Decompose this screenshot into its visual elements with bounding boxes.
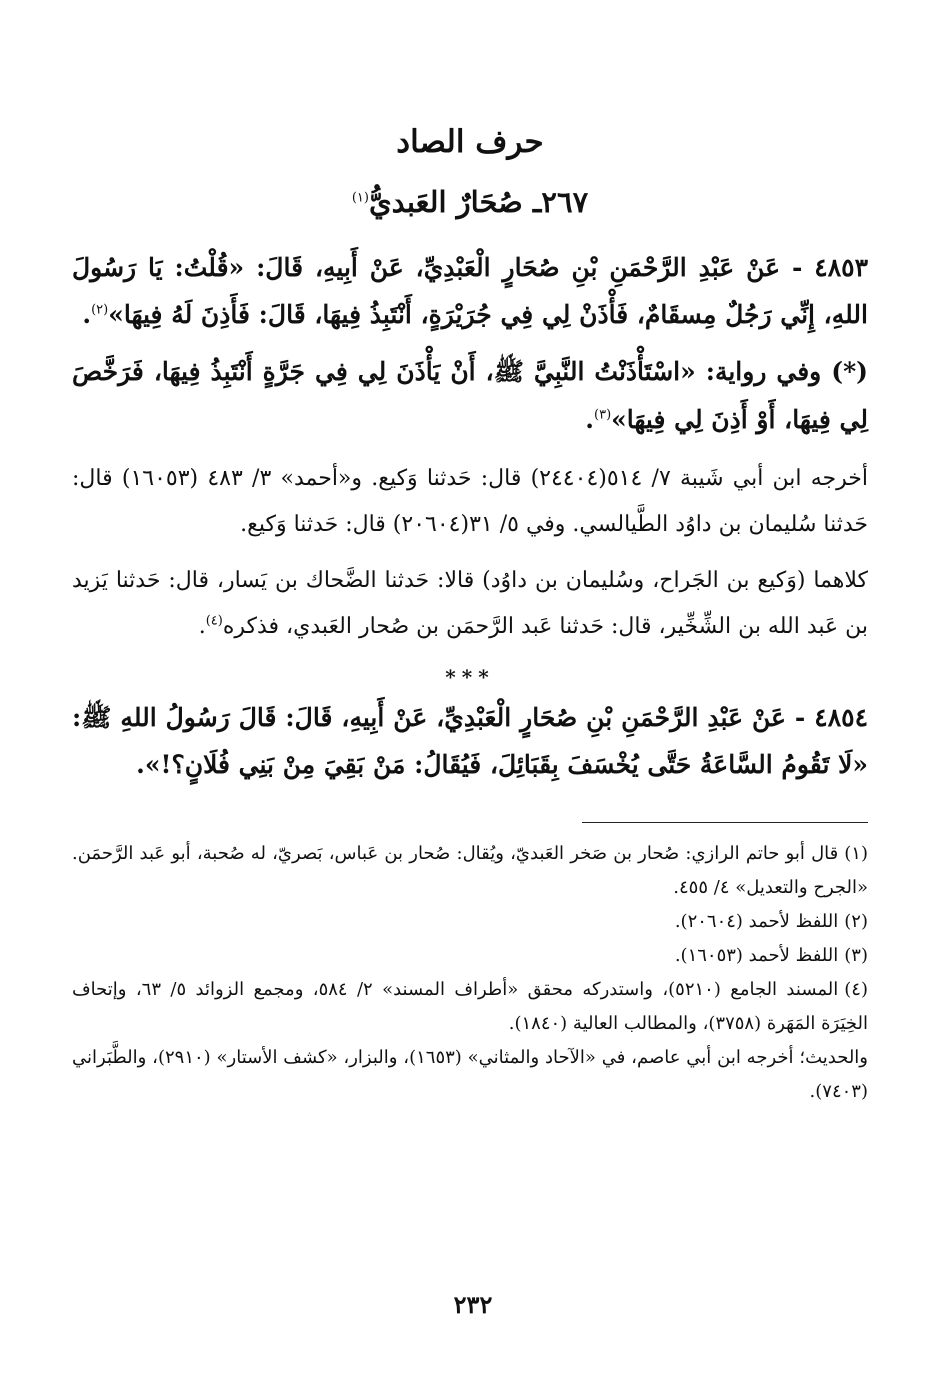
- takhrij-2-note-ref: (٤): [205, 613, 223, 629]
- riwaya-note-ref: (٣): [594, 407, 612, 423]
- footnote-number: (٣): [844, 945, 868, 966]
- footnote-number: (٤): [844, 979, 868, 1000]
- hadith-4853-note-ref: (٢): [91, 302, 109, 318]
- hadith-4853-text: ٤٨٥٣ - عَنْ عَبْدِ الرَّحْمَنِ بْنِ صُحَارٍ الْعَبْدِيِّ، عَنْ أَبِيهِ، قَالَ: «قُلْتُ: يَا رَسُولَ اللهِ، إِنِّي رَجُلٌ مِسقَامٌ، فَأْذَنْ لِي فِي جُرَيْرَةٍ، أَنْتَبِذُ فِيهَا، قَالَ: فَأَذِنَ لَهُ فِيهَا»: [72, 253, 868, 329]
- entry-note-ref: (١): [351, 190, 369, 206]
- footnote-text: اللفظ لأحمد (٢٠٦٠٤).: [674, 911, 839, 932]
- hadith-4854: ٤٨٥٤ - عَنْ عَبْدِ الرَّحْمَنِ بْنِ صُحَارٍ الْعَبْدِيِّ، عَنْ أَبِيهِ، قَالَ: قَالَ رَسُولُ اللهِ ﷺ: «لَا تَقُومُ السَّاعَةُ حَتَّى يُخْسَفَ بِقَبَائِلَ، فَيُقَالُ: مَنْ بَقِيَ مِنْ بَنِي فُلَانٍ؟!».: [72, 703, 868, 779]
- footnote-text: المسند الجامع (٥٢١٠)، واستدركه محقق «أطراف المسند» ٢/ ٥٨٤، ومجمع الزوائد ٥/ ٦٣، وإتحاف الخِيَرَة المَهَرة (٣٧٥٨)، والمطالب العالية (١٨٤٠).: [72, 979, 868, 1034]
- footnote-text: والحديث؛ أخرجه ابن أبي عاصم، في «الآحاد والمثاني» (١٦٥٣)، والبزار، «كشف الأستار» (٢٩١٠)، والطَّبَراني (٧٤٠٣).: [72, 1047, 869, 1102]
- takhrij-2-end: .: [198, 614, 206, 639]
- entry-name: صُحَارٌ العَبديُّ: [368, 185, 523, 219]
- page-body: [72, 118, 868, 1109]
- footnote-4-continued: [72, 1041, 868, 1109]
- footnote-text: اللفظ لأحمد (١٦٠٥٣).: [674, 945, 839, 966]
- footnote-1: [72, 837, 868, 905]
- footnote-number: (٢): [844, 911, 868, 932]
- takhrij-paragraph-1: أخرجه ابن أبي شَيبة ٧/ ٥١٤(٢٤٤٠٤) قال: حَدثنا وَكيع. و«أحمد» ٣/ ٤٨٣ (١٦٠٥٣) قال: حَدثنا سُليمان بن داوُد الطَّيالسي. وفي ٥/ ٣١(٢٠٦٠٤) قال: حَدثنا وَكيع.: [72, 466, 868, 537]
- footnote-text: قال أبو حاتم الرازي: صُحار بن صَخر العَبديّ، ويُقال: صُحار بن عَباس، بَصريّ، له صُحبة، أبو عَبد الرَّحمَن. «الجرح والتعديل» ٤/ ٤٥٥.: [72, 843, 868, 898]
- footnote-2: [72, 905, 868, 939]
- hadith-4853-end: .: [82, 300, 92, 329]
- entry-title: [72, 178, 868, 226]
- riwaya-paragraph: [72, 348, 868, 444]
- footnote-number: (١): [844, 843, 868, 864]
- chapter-title: حرف الصاد: [396, 124, 544, 160]
- takhrij-2-text: كلاهما (وَكيع بن الجَراح، وسُليمان بن داوُد) قالا: حَدثنا الضَّحاك بن يَسار، قال: حَدثنا يَزيد بن عَبد الله بن الشِّخِّير، قال: حَدثنا عَبد الرَّحمَن بن صُحار العَبدي، فذكره: [72, 568, 868, 639]
- footnote-3: [72, 939, 868, 973]
- entry-number: ٢٦٧ـ: [532, 185, 589, 219]
- takhrij-paragraph-2: [72, 558, 868, 650]
- hadith-4853: [72, 244, 868, 338]
- riwaya-text: (*) وفي رواية: «اسْتَأْذَنْتُ النَّبِيَّ ﷺ، أَنْ يَأْذَنَ لِي فِي جَرَّةٍ أَنْتَبِذُ فِيهَا، فَرَخَّصَ لِي فِيهَا، أَوْ أَذِنَ لِي فِيهَا»: [72, 357, 868, 434]
- page-number: ٢٣٢: [453, 1290, 493, 1319]
- footnote-divider: [582, 822, 868, 823]
- section-separator: ***: [445, 665, 495, 689]
- footnote-4: [72, 973, 868, 1041]
- riwaya-end: .: [585, 405, 594, 434]
- footnotes: [72, 837, 868, 1109]
